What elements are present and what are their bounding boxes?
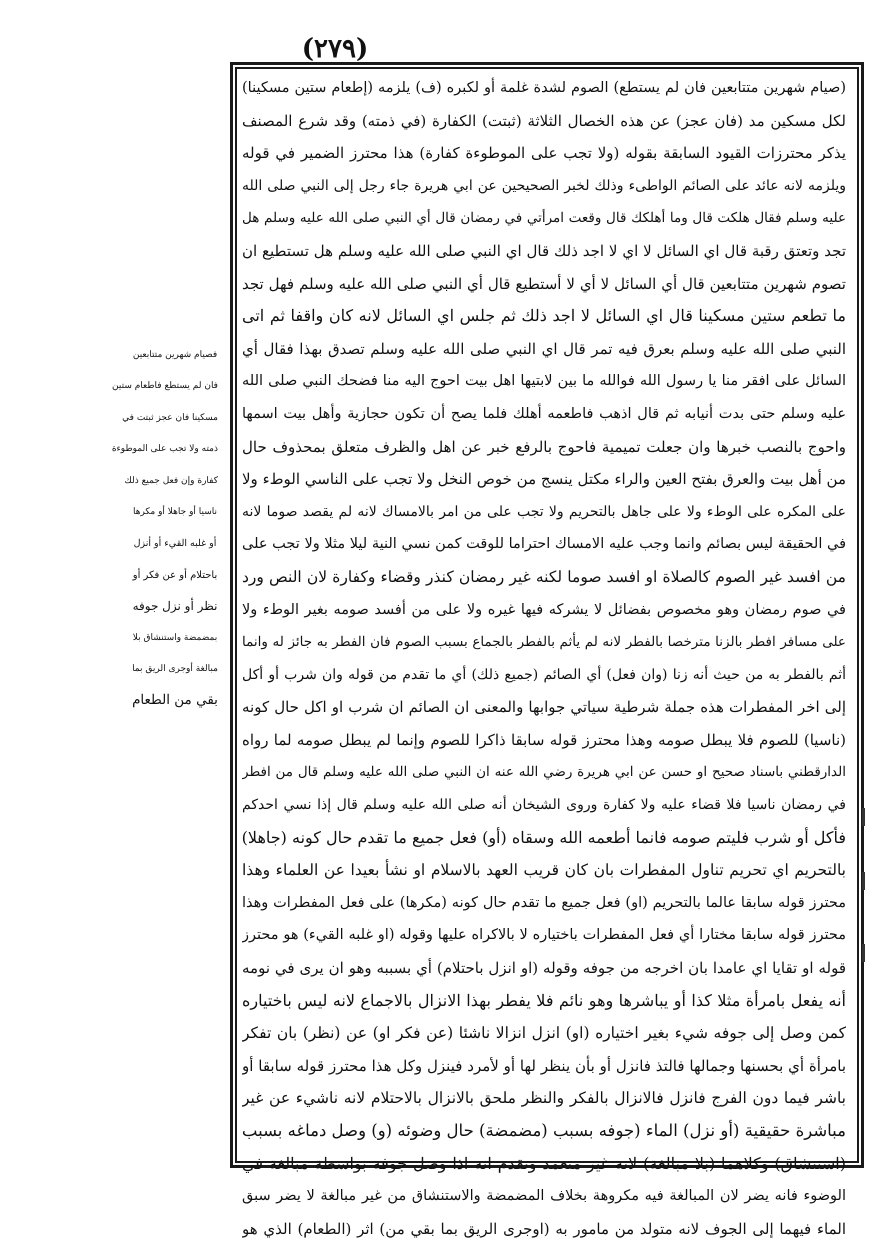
- main-text-line: في رمضان ناسيا فلا قضاء عليه ولا كفارة وروى الشيخان أنه صلى الله عليه وسلم قال إذا نسي احدكم: [242, 797, 846, 814]
- main-text-line: في الحقيقة ليس بصائم وانما وجب عليه الامساك احتراما للوقت كمن نسي النية ليلا مثلا ولا تجب على: [242, 536, 846, 553]
- main-text-line: مباشرة حقيقية (أو نزل) الماء (جوفه بسبب (مضمضة) حال وضوئه (و) وصل دماغه بسبب: [242, 1121, 846, 1140]
- margin-text-line: ذمته ولا تجب على الموطوءة: [111, 444, 218, 455]
- main-text-line: كمن وصل إلى جوفه شيء بغير اختياره (او) انزل انزالا ناشئا (عن فكر او) عن (نظر) بان تفكر: [242, 1024, 846, 1043]
- main-text-line: تصوم شهرين متتابعين قال أي السائل لا أي لا أستطيع قال أي النبي صلى الله عليه وسلم فهل تجد: [242, 274, 846, 293]
- margin-text-line: فان لم يستطع فاطعام ستين: [112, 381, 218, 392]
- main-text-line: من افسد غير الصوم كالصلاة او افسد صوما لكنه غير رمضان كنذر وقضاء وكفارة لان النص ورد: [242, 567, 846, 586]
- margin-text-line: فصيام شهرين متتابعين: [132, 350, 218, 360]
- margin-tick-mark: [862, 944, 865, 962]
- margin-tick-mark: [862, 872, 865, 890]
- main-text-line: بالتحريم اي تحريم تناول المفطرات بان كان قريب العهد بالاسلام او نشأ بعيدا عن العلماء وهذا: [242, 861, 846, 880]
- main-text-block: [242, 72, 846, 1238]
- margin-tick-mark: [862, 808, 865, 826]
- page-number: (٢٧٩): [301, 34, 369, 64]
- margin-text-line: مسكينا فان عجز ثبتت في: [122, 412, 218, 423]
- main-text-line: النبي صلى الله عليه وسلم بعرق فيه تمر قال اي النبي صلى الله عليه وسلم تصدق بهذا فقال أي: [242, 339, 846, 358]
- main-text-line: الدارقطني باسناد صحيح او حسن عن ابي هريرة رضي الله عنه ان النبي صلى الله عليه وسلم قال من افطر: [242, 764, 846, 781]
- main-text-line: السائل على افقر منا يا رسول الله فوالله ما بين لابتيها اهل بيت احوج اليه منا فضحك النبي صلى الله: [242, 373, 846, 390]
- margin-text-line: ناسيا أو جاهلا أو مكرها: [132, 506, 218, 517]
- main-text-line: عليه وسلم حتى بدت أنيابه ثم قال اذهب فاطعمه أهلك فلما يصح أن تكون حجازية وأهل بيت اسمها: [242, 405, 846, 422]
- main-text-line: أنه يفعل بامرأة مثلا كذا أو يباشرها وهو نائم فلا يفطر بهذا الانزال بالاجماع لانه ليس باختياره: [242, 990, 846, 1010]
- main-text-line: الماء فيهما إلى الجوف لانه متولد من مامور به (اوجرى الريق بما بقي من) اثر (الطعام) الذي هو: [242, 1219, 846, 1238]
- main-text-line: واحوج بالنصب خبرها وان جعلت تميمية فاحوج بالرفع خبر عن اهل والظرف متعلق بمحذوف حال: [242, 437, 846, 456]
- main-text-line: لكل مسكين مد (فان عجز) عن هذه الخصال الثلاثة (ثبتت) الكفارة (في ذمته) وقد شرع المصنف: [242, 111, 846, 130]
- margin-text-line: كفارة وإن فعل جميع ذلك: [124, 475, 218, 486]
- main-text-line: أثم بالفطر به من حيث أنه زنا (وان فعل) أي الصائم (جميع ذلك) أي ما تقدم من قوله وان شرب أو أكل: [242, 666, 846, 683]
- main-text-line: ويلزمه لانه عائد على الصائم الواطىء وذلك لخبر الصحيحين عن ابي هريرة جاء رجل إلى النبي صلى الله: [242, 177, 846, 194]
- main-text-line: باشر فيما دون الفرج فانزل فالانزال بالفكر والنظر ملحق بالانزال بالاحتلام لانه ناشيء عن غير: [242, 1089, 846, 1108]
- main-text-line: (ناسيا) للصوم فلا يبطل صومه وهذا محترز قوله سابقا ذاكرا للصوم وإنما لم يبطل صومه لما رواه: [242, 730, 846, 749]
- margin-text-line: أو غلبه القيء أو أنزل: [133, 538, 217, 550]
- main-text-line: بامرأة أي بحسنها وجمالها فالتذ فانزل أو بأن ينظر لها أو لأمرد فينزل وكل هذا محترز قوله سابقا أو: [242, 1056, 846, 1075]
- main-text-line: (استنشاق) وكلاهما (بلا مبالغة) لانه غير متعمد وتقدم انه اذا وصل جوفه بواسطة مبالغة في: [242, 1153, 846, 1173]
- main-text-line: عليه وسلم فقال هلكت قال وما أهلكك قال وقعت امرأتي في رمضان قال أي النبي صلى الله عليه وسلم هل: [242, 210, 846, 227]
- margin-text-line: مبالغة أوجرى الريق بما: [132, 663, 218, 674]
- main-text-line: في صوم رمضان وهو مخصوص بفضائل لا يشركه فيها غيره ولا على من أفسد صومه بغير الوطء ولا: [242, 601, 846, 618]
- margin-matn-text: [111, 340, 218, 717]
- main-text-line: من أهل بيت والعرق بفتح العين والراء مكتل ينسج من خوص النخل ولا تجب على الناسي الوطء ولا: [242, 470, 846, 489]
- main-text-line: قوله او تقايا اي عامدا بان اخرجه من جوفه وقوله (او انزل باحتلام) أي بسببه وهو ان يرى في نومه: [242, 959, 846, 978]
- margin-text-line: نظر أو نزل جوفه: [132, 599, 218, 614]
- main-text-line: فأكل أو شرب فليتم صومه فانما أطعمه الله وسقاه (أو) فعل جميع ما تقدم حال كونه (جاهلا): [242, 827, 846, 847]
- main-text-line: على المكره على الوطء ولا على جاهل بالتحريم ولا تجب على من امر بالامساك لانه لم يقصد صوما لانه: [242, 503, 846, 520]
- main-text-line: (صيام شهرين متتابعين فان لم يستطع) الصوم لشدة غلمة أو لكبره (ف) يلزمه (إطعام ستين مسكينا): [242, 80, 846, 96]
- margin-text-line: بقي من الطعام: [132, 692, 218, 709]
- margin-text-line: باحتلام أو عن فكر أو: [132, 569, 218, 581]
- main-text-line: تجد وتعتق رقبة قال اي السائل لا اي لا اجد ذلك قال اي النبي صلى الله عليه وسلم هل تستطيع ان: [242, 241, 846, 260]
- main-text-line: ما تطعم ستين مسكينا قال اي السائل لا اجد ذلك ثم جلس اي السائل لانه كان واقفا ثم اتى: [242, 306, 846, 326]
- main-text-line: الوضوء فانه يضر لان المبالغة فيه مكروهة بخلاف المضمضة والاستنشاق من غير مبالغة لا يضر سبق: [242, 1188, 846, 1205]
- main-text-line: يذكر محترزات القيود السابقة بقوله (ولا تجب على الموطوءة كفارة) هذا محترز الضمير في قوله: [242, 144, 846, 163]
- margin-text-line: بمضمضة واستنشاق بلا: [132, 632, 218, 643]
- main-text-line: إلى اخر المفطرات هذه جملة شرطية سياتي جوابها والمعنى ان الصائم ان شرب او اكل حال كونه: [242, 698, 846, 717]
- main-text-line: محترز قوله سابقا عالما بالتحريم (او) فعل جميع ما تقدم حال كونه (مكرها) على فعل المفطرات وهذا: [242, 894, 846, 911]
- main-text-line: محترز قوله سابقا مختارا أي فعل المفطرات باختياره لا بالاكراه عليها وقوله (او غلبه القيء) هو محترز: [242, 927, 846, 944]
- main-text-line: على مسافر افطر بالزنا مترخصا بالفطر لانه لم يأثم بالفطر بالجماع بسبب الصوم فان الفطر به جائز له وانما: [242, 634, 846, 651]
